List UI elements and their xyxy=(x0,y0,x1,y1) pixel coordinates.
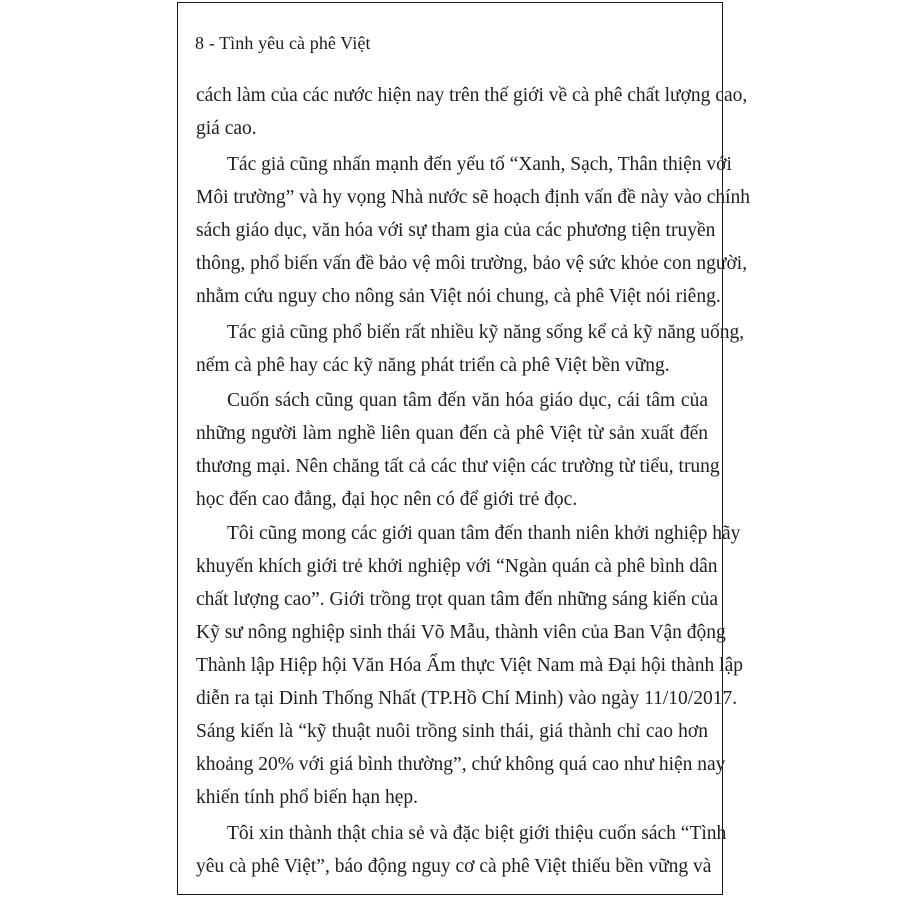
text-line: cách làm của các nước hiện nay trên thế giới về cà phê chất lượng cao, xyxy=(196,85,748,106)
text-line: Tác giả cũng phổ biến rất nhiều kỹ năng sống kể cả kỹ năng uống, xyxy=(227,322,745,343)
text-line: chất lượng cao”. Giới trồng trọt quan tâm đến những sáng kiến của xyxy=(196,589,719,610)
text-line: thông, phổ biến vấn đề bảo vệ môi trường, bảo vệ sức khỏe con người, xyxy=(196,253,748,274)
text-line: những người làm nghề liên quan đến cà phê Việt từ sản xuất đến xyxy=(196,423,708,444)
text-line: nhằm cứu nguy cho nông sản Việt nói chung, cà phê Việt nói riêng. xyxy=(196,286,721,307)
text-line: yêu cà phê Việt”, báo động nguy cơ cà phê Việt thiếu bền vững và xyxy=(196,856,712,877)
text-line: thương mại. Nên chăng tất cả các thư viện các trường từ tiểu, trung xyxy=(196,456,720,477)
text-line: Tôi xin thành thật chia sẻ và đặc biệt giới thiệu cuốn sách “Tình xyxy=(227,823,727,844)
text-line: Tôi cũng mong các giới quan tâm đến thanh niên khởi nghiệp hãy xyxy=(227,523,741,544)
text-line: Sáng kiến là “kỹ thuật nuôi trồng sinh thái, giá thành chỉ cao hơn xyxy=(196,721,708,742)
text-line: khuyến khích giới trẻ khởi nghiệp với “Ngàn quán cà phê bình dân xyxy=(196,556,718,577)
text-line: Cuốn sách cũng quan tâm đến văn hóa giáo dục, cái tâm của xyxy=(227,390,708,411)
text-line: sách giáo dục, văn hóa với sự tham gia của các phương tiện truyền xyxy=(196,220,716,241)
text-line: Môi trường” và hy vọng Nhà nước sẽ hoạch định vấn đề này vào chính xyxy=(196,187,751,208)
text-line: nếm cà phê hay các kỹ năng phát triển cà phê Việt bền vững. xyxy=(196,355,670,376)
running-head: 8 - Tình yêu cà phê Việt xyxy=(195,33,371,53)
text-line: Thành lập Hiệp hội Văn Hóa Ẩm thực Việt Nam mà Đại hội thành lập xyxy=(196,655,743,676)
text-line: giá cao. xyxy=(196,118,257,139)
text-line: khiến tính phổ biến hạn hẹp. xyxy=(196,787,419,808)
text-line: Kỹ sư nông nghiệp sinh thái Võ Mẫu, thành viên của Ban Vận động xyxy=(196,622,726,643)
text-line: học đến cao đẳng, đại học nên có để giới trẻ đọc. xyxy=(196,489,578,510)
text-line: khoảng 20% với giá bình thường”, chứ không quá cao như hiện nay xyxy=(196,754,726,775)
text-line: Tác giả cũng nhấn mạnh đến yếu tố “Xanh, Sạch, Thân thiện với xyxy=(227,154,732,175)
text-line: diễn ra tại Dinh Thống Nhất (TP.Hồ Chí Minh) vào ngày 11/10/2017. xyxy=(196,688,738,709)
